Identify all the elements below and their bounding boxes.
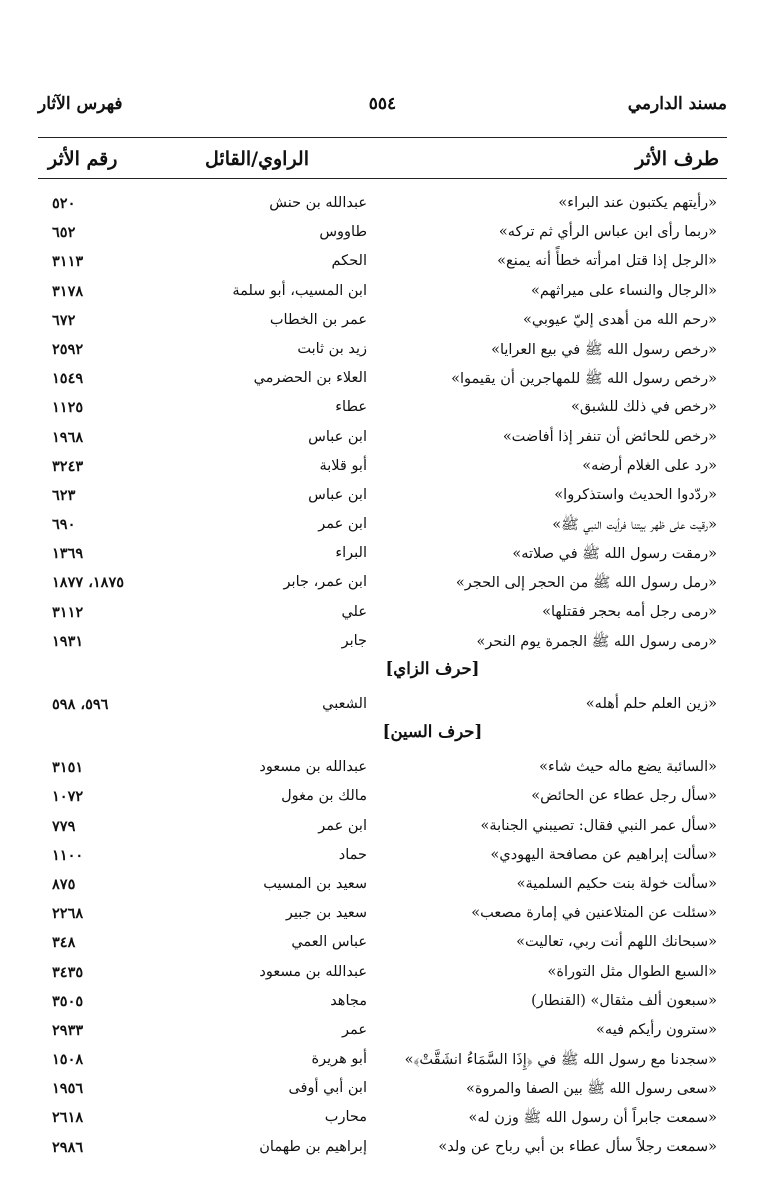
entry-narrator: زيد بن ثابت	[297, 340, 367, 357]
entry-number: ١٠٧٢	[52, 788, 84, 806]
entries-sin	[38, 754, 727, 1163]
entry-number: ٥٢٠	[52, 195, 76, 212]
table-row	[38, 988, 727, 1017]
top-rule	[38, 137, 727, 138]
entry-narrator: ابن عمر	[318, 516, 367, 533]
entry-narrator: سعيد بن جبير	[285, 905, 367, 922]
entry-text: «سترون رأيكم فيه»	[596, 1021, 717, 1038]
entry-number: ٢٩٣٣	[52, 1021, 84, 1039]
entry-narrator: أبو هريرة	[311, 1051, 367, 1068]
table-row	[38, 1046, 727, 1075]
entry-narrator: أبو قلابة	[319, 457, 367, 474]
table-row	[38, 929, 727, 958]
table-row	[38, 219, 727, 248]
entry-narrator: مجاهد	[330, 992, 367, 1009]
table-row	[38, 813, 727, 842]
entry-number: ٣١١٣	[52, 253, 84, 271]
table-row	[38, 1017, 727, 1046]
entry-number: ١٩٣١	[52, 632, 84, 650]
entry-narrator: حماد	[338, 846, 367, 863]
entry-text: «سبعون ألف مثقال» (القنطار)	[531, 992, 717, 1009]
entry-narrator: مالك بن مغول	[281, 788, 367, 805]
entry-number: ١٥٤٩	[52, 370, 84, 388]
table-row	[38, 842, 727, 871]
entry-text: «رخص في ذلك للشبق»	[570, 399, 717, 416]
entry-narrator: إبراهيم بن طهمان	[259, 1138, 367, 1155]
entries-zay	[38, 691, 727, 720]
table-row	[38, 754, 727, 783]
table-row	[38, 900, 727, 929]
section-heading-sin-label: [حرف السين]	[382, 722, 483, 742]
entry-narrator: سعيد بن المسيب	[263, 875, 367, 892]
table-row	[38, 336, 727, 365]
entry-text: «سألت خولة بنت حكيم السلمية»	[516, 875, 717, 892]
page-number: ٥٥٤	[368, 94, 397, 114]
entry-number: ١٨٧٥، ١٨٧٧	[52, 574, 125, 592]
entry-number: ٦٩٠	[52, 516, 76, 534]
entry-narrator: عباس العمي	[291, 934, 367, 951]
entry-text: «سألت إبراهيم عن مصافحة اليهودي»	[490, 846, 717, 863]
entry-number: ١٥٠٨	[52, 1051, 84, 1069]
entry-number: ٦٧٢	[52, 311, 76, 329]
table-row	[38, 959, 727, 988]
entry-narrator: طاووس	[319, 224, 367, 241]
section-heading-zay	[38, 657, 727, 691]
table-row	[38, 783, 727, 812]
entry-text: «رمى رسول الله ﷺ الجمرة يوم النحر»	[476, 633, 717, 650]
table-row	[38, 424, 727, 453]
column-header-number: رقم الأثر	[48, 148, 118, 170]
table-row	[38, 307, 727, 336]
table-row	[38, 691, 727, 720]
table-row	[38, 1075, 727, 1104]
table-row	[38, 511, 727, 540]
entry-text: «ردّدوا الحديث واستذكروا»	[554, 486, 717, 503]
column-header-narrator: الراوي/القائل	[205, 148, 309, 170]
entry-narrator: ابن عباس	[308, 428, 367, 445]
entry-number: ٣١٥١	[52, 759, 84, 777]
entry-narrator: جابر	[341, 632, 367, 649]
book-title: مسند الدارمي	[627, 94, 727, 114]
table-row	[38, 628, 727, 657]
index-title: فهرس الآثار	[38, 94, 123, 114]
entry-number: ٣٤٨	[52, 934, 76, 952]
entry-text: «السائبة يضع ماله حيث شاء»	[539, 759, 717, 776]
entry-text: «سجدنا مع رسول الله ﷺ في ﴿إِذَا السَّمَاءُ انشَقَّتْ﴾»	[404, 1052, 717, 1069]
entry-text: «الرجل إذا قتل امرأته خطأً أنه يمنع»	[497, 253, 717, 270]
entry-text: «رقيت على ظهر بيتنا فرأيت النبي ﷺ»	[552, 517, 717, 534]
table-row	[38, 190, 727, 219]
entry-text: «السبع الطوال مثل التوراة»	[547, 963, 717, 980]
entry-number: ٣٥٠٥	[52, 992, 84, 1010]
index-table	[38, 190, 727, 1163]
entries-ra	[38, 190, 727, 657]
table-row	[38, 599, 727, 628]
entry-text: «رخص رسول الله ﷺ في بيع العرايا»	[491, 341, 717, 358]
entry-number: ٢٢٦٨	[52, 905, 84, 923]
entry-number: ٣٤٣٥	[52, 963, 84, 981]
entry-narrator: الحكم	[331, 253, 367, 270]
entry-text: «رخص رسول الله ﷺ للمهاجرين أن يقيموا»	[451, 371, 717, 388]
entry-text: «سئلت عن المتلاعنين في إمارة مصعب»	[471, 905, 717, 922]
entry-narrator: العلاء بن الحضرمي	[253, 370, 367, 387]
table-row	[38, 278, 727, 307]
entry-narrator: عبدالله بن حنش	[269, 195, 367, 211]
entry-text: «سعى رسول الله ﷺ بين الصفا والمروة»	[466, 1081, 717, 1098]
entry-number: ١١٠٠	[52, 846, 84, 864]
table-row	[38, 453, 727, 482]
entry-narrator: عمر بن الخطاب	[269, 311, 367, 328]
table-row	[38, 1104, 727, 1133]
entry-number: ٣١١٢	[52, 603, 84, 621]
table-row	[38, 569, 727, 598]
entry-text: «الرجال والنساء على ميراثهم»	[530, 282, 717, 299]
entry-number: ٣١٧٨	[52, 282, 84, 300]
entry-narrator: عطاء	[335, 399, 367, 416]
entry-text: «سمعت رجلاً سأل عطاء بن أبي رباح عن ولد»	[438, 1138, 717, 1155]
entry-text: «سبحانك اللهم أنت ربي، تعاليت»	[516, 934, 717, 951]
table-row	[38, 248, 727, 277]
entry-text: «رمل رسول الله ﷺ من الحجر إلى الحجر»	[455, 575, 717, 592]
table-row	[38, 365, 727, 394]
entry-narrator: الشعبي	[322, 696, 367, 712]
table-row	[38, 540, 727, 569]
table-row	[38, 1134, 727, 1163]
entry-text: «سأل عمر النبي فقال: تصيبني الجنابة»	[480, 817, 717, 834]
table-row	[38, 871, 727, 900]
entry-number: ٨٧٥	[52, 875, 76, 893]
entry-text: «رمقت رسول الله ﷺ في صلاته»	[512, 546, 717, 563]
entry-narrator: ابن عباس	[308, 486, 367, 503]
header-rule	[38, 178, 727, 179]
running-head	[38, 94, 727, 126]
section-heading-zay-label: [حرف الزاي]	[385, 659, 480, 678]
entry-number: ١٩٦٨	[52, 428, 84, 446]
entry-text: «رحم الله من أهدى إليّ عيوبي»	[522, 311, 717, 328]
table-row	[38, 482, 727, 511]
entry-narrator: ابن أبي أوفى	[288, 1080, 367, 1097]
section-heading-sin	[38, 720, 727, 754]
entry-number: ٢٦١٨	[52, 1109, 84, 1127]
entry-narrator: البراء	[335, 545, 367, 562]
entry-number: ٢٥٩٢	[52, 340, 84, 358]
entry-number: ٢٩٨٦	[52, 1138, 84, 1156]
entry-number: ١٩٥٦	[52, 1080, 84, 1098]
entry-narrator: محارب	[324, 1109, 367, 1126]
entry-narrator: ابن عمر، جابر	[283, 574, 367, 591]
entry-text: «سأل رجل عطاء عن الحائض»	[531, 788, 717, 805]
entry-text: «ربما رأى ابن عباس الرأي ثم تركه»	[498, 224, 717, 241]
entry-number: ٦٥٢	[52, 224, 76, 242]
entry-narrator: عمر	[341, 1021, 367, 1038]
entry-number: ٣٢٤٣	[52, 457, 84, 475]
table-row	[38, 394, 727, 423]
entry-narrator: عبدالله بن مسعود	[259, 759, 367, 776]
entry-number: ١١٢٥	[52, 399, 84, 417]
entry-text: «زين العلم حلم أهله»	[585, 696, 717, 712]
entry-narrator: ابن المسيب، أبو سلمة	[232, 282, 367, 299]
entry-text: «رخص للحائض أن تنفر إذا أفاضت»	[502, 428, 717, 445]
entry-text: «رمى رجل أمه بحجر فقتلها»	[542, 603, 717, 620]
entry-number: ٥٩٦، ٥٩٨	[52, 696, 109, 713]
entry-number: ٦٢٣	[52, 486, 76, 504]
entry-text: «سمعت جابراً أن رسول الله ﷺ وزن له»	[468, 1110, 717, 1127]
entry-narrator: ابن عمر	[318, 817, 367, 834]
column-header-text: طرف الأثر	[635, 148, 719, 170]
entry-number: ١٣٦٩	[52, 545, 84, 563]
entry-number: ٧٧٩	[52, 817, 76, 835]
entry-narrator: عبدالله بن مسعود	[259, 963, 367, 980]
entry-text: «رأيتهم يكتبون عند البراء»	[558, 195, 717, 211]
entry-narrator: علي	[341, 603, 367, 620]
entry-text: «رد على الغلام أرضه»	[582, 457, 717, 474]
